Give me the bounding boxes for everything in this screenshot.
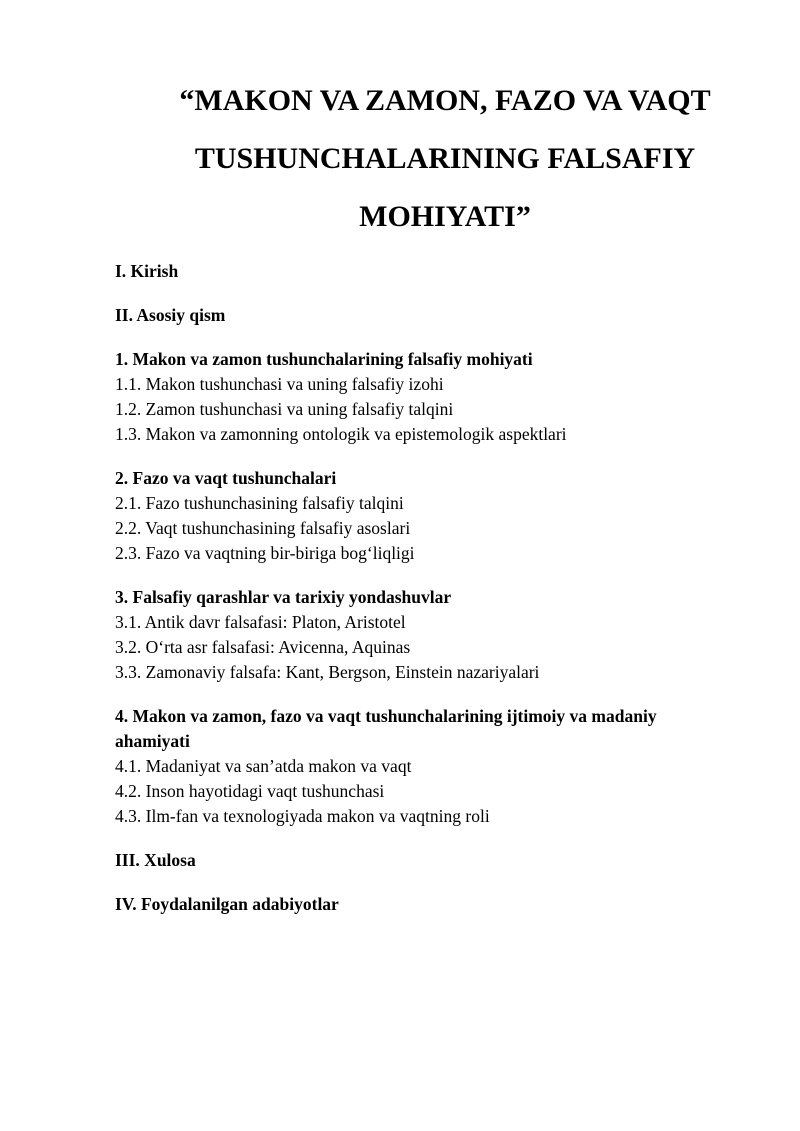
toc-references: IV. Foydalanilgan adabiyotlar	[115, 894, 339, 914]
title-line: MOHIYATI”	[359, 200, 531, 233]
section-item: 3.3. Zamonaviy falsafa: Kant, Bergson, Einstein nazariyalari	[115, 662, 540, 682]
toc-intro: I. Kirish	[115, 261, 179, 281]
toc-main-part: II. Asosiy qism	[115, 305, 226, 325]
section-heading: ahamiyati	[115, 731, 190, 751]
section-item: 1.2. Zamon tushunchasi va uning falsafiy talqini	[115, 399, 454, 419]
section-heading: 1. Makon va zamon tushunchalarining falsafiy mohiyati	[115, 349, 533, 369]
section-heading: 2. Fazo va vaqt tushunchalari	[115, 468, 337, 488]
toc-conclusion: III. Xulosa	[115, 850, 196, 870]
toc-section-4	[115, 704, 735, 829]
section-item: 4.3. Ilm-fan va texnologiyada makon va vaqtning roli	[115, 806, 490, 826]
section-item: 1.3. Makon va zamonning ontologik va epistemologik aspektlari	[115, 424, 567, 444]
section-item: 1.1. Makon tushunchasi va uning falsafiy izohi	[115, 374, 444, 394]
document-title	[115, 72, 775, 246]
toc-section-1	[115, 347, 735, 447]
section-heading: 3. Falsafiy qarashlar va tarixiy yondashuvlar	[115, 587, 452, 607]
toc-section-2	[115, 466, 735, 566]
section-item: 3.2. O‘rta asr falsafasi: Avicenna, Aquinas	[115, 637, 411, 657]
title-line: TUSHUNCHALARINING FALSAFIY	[194, 142, 696, 175]
section-heading: 4. Makon va zamon, fazo va vaqt tushunchalarining ijtimoiy va madaniy	[115, 706, 657, 726]
section-item: 2.3. Fazo va vaqtning bir-biriga bog‘liqligi	[115, 543, 415, 563]
section-item: 2.2. Vaqt tushunchasining falsafiy asoslari	[115, 518, 411, 538]
section-item: 2.1. Fazo tushunchasining falsafiy talqini	[115, 493, 404, 513]
section-item: 4.2. Inson hayotidagi vaqt tushunchasi	[115, 781, 385, 801]
section-item: 3.1. Antik davr falsafasi: Platon, Aristotel	[115, 612, 406, 632]
toc-section-3	[115, 585, 735, 685]
title-line: “MAKON VA ZAMON, FAZO VA VAQT	[179, 84, 711, 117]
table-of-contents	[115, 259, 735, 917]
section-item: 4.1. Madaniyat va san’atda makon va vaqt	[115, 756, 412, 776]
